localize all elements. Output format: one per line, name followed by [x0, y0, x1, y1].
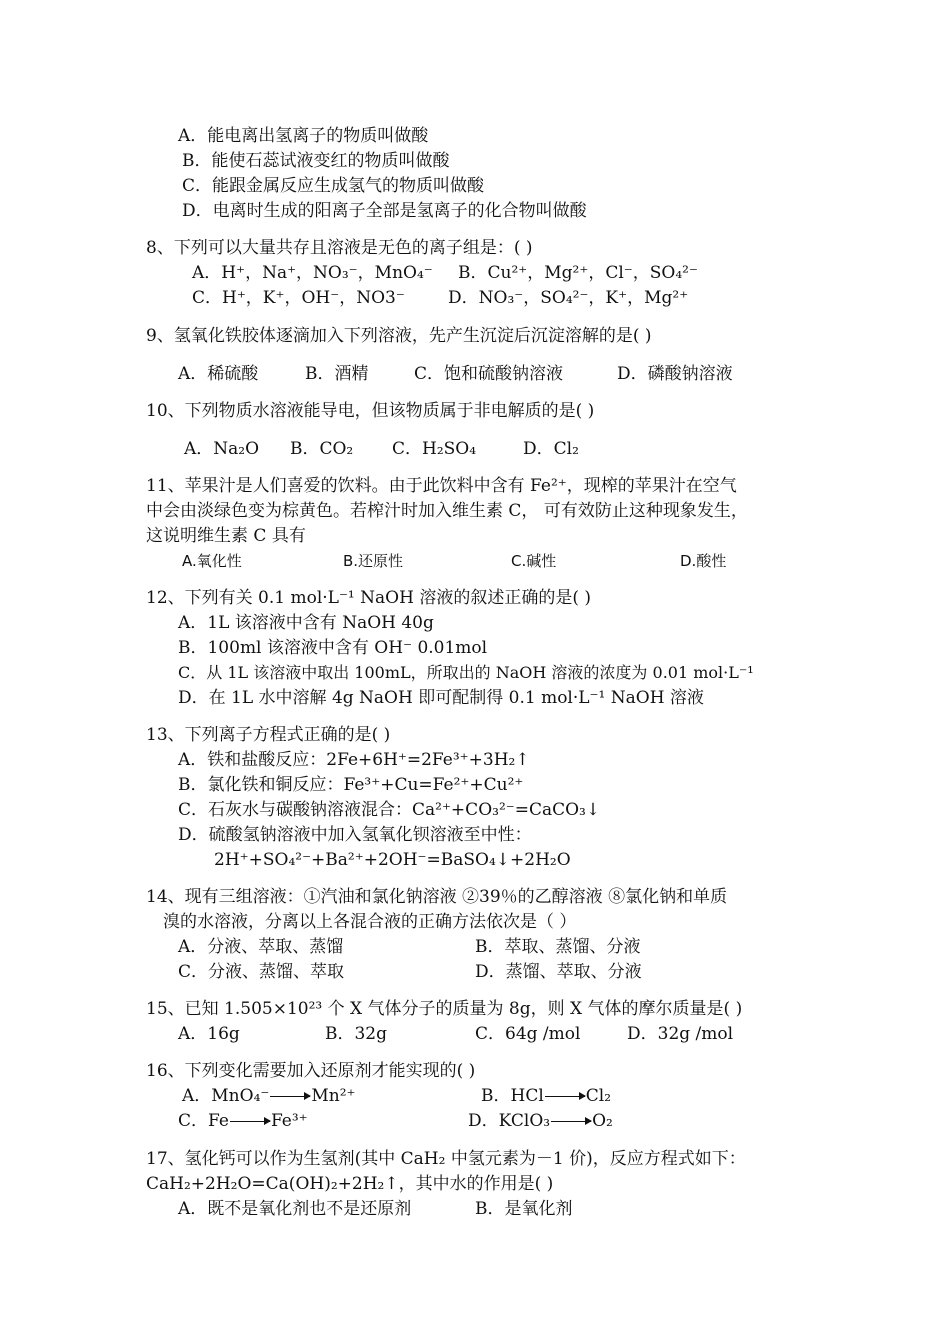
q16-stem: 16、下列变化需要加入还原剂才能实现的( ) [146, 1061, 476, 1081]
reaction-arrow-icon [551, 1121, 591, 1122]
q11-option-d: D.酸性 [680, 552, 727, 570]
q7-option-c: C．能跟金属反应生成氢气的物质叫做酸 [182, 176, 485, 196]
q14-option-c: C．分液、蒸馏、萃取 [178, 962, 345, 982]
q11-line-2: 中会由淡绿色变为棕黄色。若榨汁时加入维生素 C， 可有效防止这种现象发生， [146, 501, 748, 521]
q12-option-a: A．1L 该溶液中含有 NaOH 40g [178, 613, 434, 633]
q12-option-d: D．在 1L 水中溶解 4g NaOH 即可配制得 0.1 mol·L⁻¹ NaOH 溶液 [178, 688, 704, 708]
q17-option-a: A．既不是氧化剂也不是还原剂 [178, 1199, 412, 1219]
q14-line-2: 溴的水溶液，分离以上各混合液的正确方法依次是（ ） [163, 912, 577, 932]
q10-option-c: C．H₂SO₄ [392, 439, 477, 459]
q16-option-c [178, 1110, 308, 1132]
reaction-arrow-icon [270, 1096, 310, 1097]
q8-stem: 8、下列可以大量共存且溶液是无色的离子组是：( ) [146, 238, 533, 258]
q9-option-a: A．稀硫酸 [178, 364, 259, 384]
q16-option-b [481, 1085, 611, 1107]
q7-option-a: A．能电离出氢离子的物质叫做酸 [178, 126, 429, 146]
q12-stem: 12、下列有关 0.1 mol·L⁻¹ NaOH 溶液的叙述正确的是( ) [146, 588, 591, 608]
q16-option-c-product: Fe³⁺ [270, 1111, 308, 1131]
q11-option-a: A.氧化性 [182, 552, 242, 570]
q8-option-d: D．NO₃⁻，SO₄²⁻，K⁺，Mg²⁺ [448, 288, 689, 308]
q17-line-2: CaH₂+2H₂O=Ca(OH)₂+2H₂↑，其中水的作用是( ) [146, 1174, 554, 1194]
q11-option-c: C.碱性 [511, 552, 557, 570]
q16-option-b-reactant: B．HCl [481, 1086, 544, 1106]
q11-option-b: B.还原性 [343, 552, 404, 570]
q13-option-d-equation: 2H⁺+SO₄²⁻+Ba²⁺+2OH⁻=BaSO₄↓+2H₂O [214, 850, 571, 870]
q15-option-c: C．64g /mol [475, 1024, 581, 1044]
q12-option-c: C．从 1L 该溶液中取出 100mL，所取出的 NaOH 溶液的浓度为 0.01 mol·L⁻¹ [178, 663, 754, 682]
q12-option-b: B．100ml 该溶液中含有 OH⁻ 0.01mol [178, 638, 488, 658]
q14-option-d: D．蒸馏、萃取、分液 [475, 962, 642, 982]
q16-option-d [468, 1110, 613, 1132]
q16-option-c-reactant: C．Fe [178, 1111, 229, 1131]
q10-stem: 10、下列物质水溶液能导电，但该物质属于非电解质的是( ) [146, 401, 595, 421]
q15-stem: 15、已知 1.505×10²³ 个 X 气体分子的质量为 8g，则 X 气体的摩尔质量是( ) [146, 999, 743, 1019]
q11-line-3: 这说明维生素 C 具有 [146, 526, 306, 546]
reaction-arrow-icon [230, 1121, 270, 1122]
q9-option-c: C．饱和硫酸钠溶液 [414, 364, 564, 384]
q14-option-a: A．分液、萃取、蒸馏 [178, 937, 344, 957]
q9-stem: 9、氢氧化铁胶体逐滴加入下列溶液，先产生沉淀后沉淀溶解的是( ) [146, 326, 652, 346]
q16-option-a [182, 1085, 356, 1107]
q16-option-a-reactant: A．MnO₄⁻ [182, 1086, 270, 1106]
q16-option-b-product: Cl₂ [585, 1086, 612, 1106]
q14-option-b: B．萃取、蒸馏、分液 [475, 937, 641, 957]
q9-option-d: D．磷酸钠溶液 [617, 364, 733, 384]
q16-option-a-product: Mn²⁺ [311, 1086, 356, 1106]
q14-line-1: 14、现有三组溶液：①汽油和氯化钠溶液 ②39％的乙醇溶液 ⑧氯化钠和单质 [146, 887, 728, 907]
q10-option-a: A．Na₂O [184, 439, 260, 459]
q17-line-1: 17、氢化钙可以作为生氢剂(其中 CaH₂ 中氢元素为－1 价)，反应方程式如下： [146, 1149, 746, 1169]
q8-option-b: B．Cu²⁺，Mg²⁺，Cl⁻，SO₄²⁻ [458, 263, 698, 283]
q13-stem: 13、下列离子方程式正确的是( ) [146, 725, 391, 745]
q10-option-b: B．CO₂ [290, 439, 354, 459]
q8-option-c: C．H⁺，K⁺，OH⁻，NO3⁻ [192, 288, 405, 308]
q16-option-d-product: O₂ [592, 1111, 613, 1131]
q13-option-b: B．氯化铁和铜反应：Fe³⁺+Cu=Fe²⁺+Cu²⁺ [178, 775, 524, 795]
q7-option-d: D．电离时生成的阳离子全部是氢离子的化合物叫做酸 [182, 201, 587, 221]
q13-option-c: C．石灰水与碳酸钠溶液混合：Ca²⁺+CO₃²⁻=CaCO₃↓ [178, 800, 601, 820]
q10-option-d: D．Cl₂ [523, 439, 579, 459]
q15-option-d: D．32g /mol [627, 1024, 734, 1044]
q17-option-b: B．是氧化剂 [475, 1199, 573, 1219]
q16-option-d-reactant: D．KClO₃ [468, 1111, 551, 1131]
q8-option-a: A．H⁺，Na⁺，NO₃⁻，MnO₄⁻ [192, 263, 433, 283]
q7-option-b: B．能使石蕊试液变红的物质叫做酸 [182, 151, 450, 171]
q9-option-b: B．酒精 [305, 364, 369, 384]
q11-line-1: 11、苹果汁是人们喜爱的饮料。由于此饮料中含有 Fe²⁺，现榨的苹果汁在空气 [146, 476, 737, 496]
q13-option-a: A．铁和盐酸反应：2Fe+6H⁺=2Fe³⁺+3H₂↑ [178, 750, 530, 770]
q15-option-b: B．32g [325, 1024, 388, 1044]
reaction-arrow-icon [545, 1096, 585, 1097]
q13-option-d: D．硫酸氢钠溶液中加入氢氧化钡溶液至中性： [178, 825, 532, 845]
q15-option-a: A．16g [178, 1024, 240, 1044]
